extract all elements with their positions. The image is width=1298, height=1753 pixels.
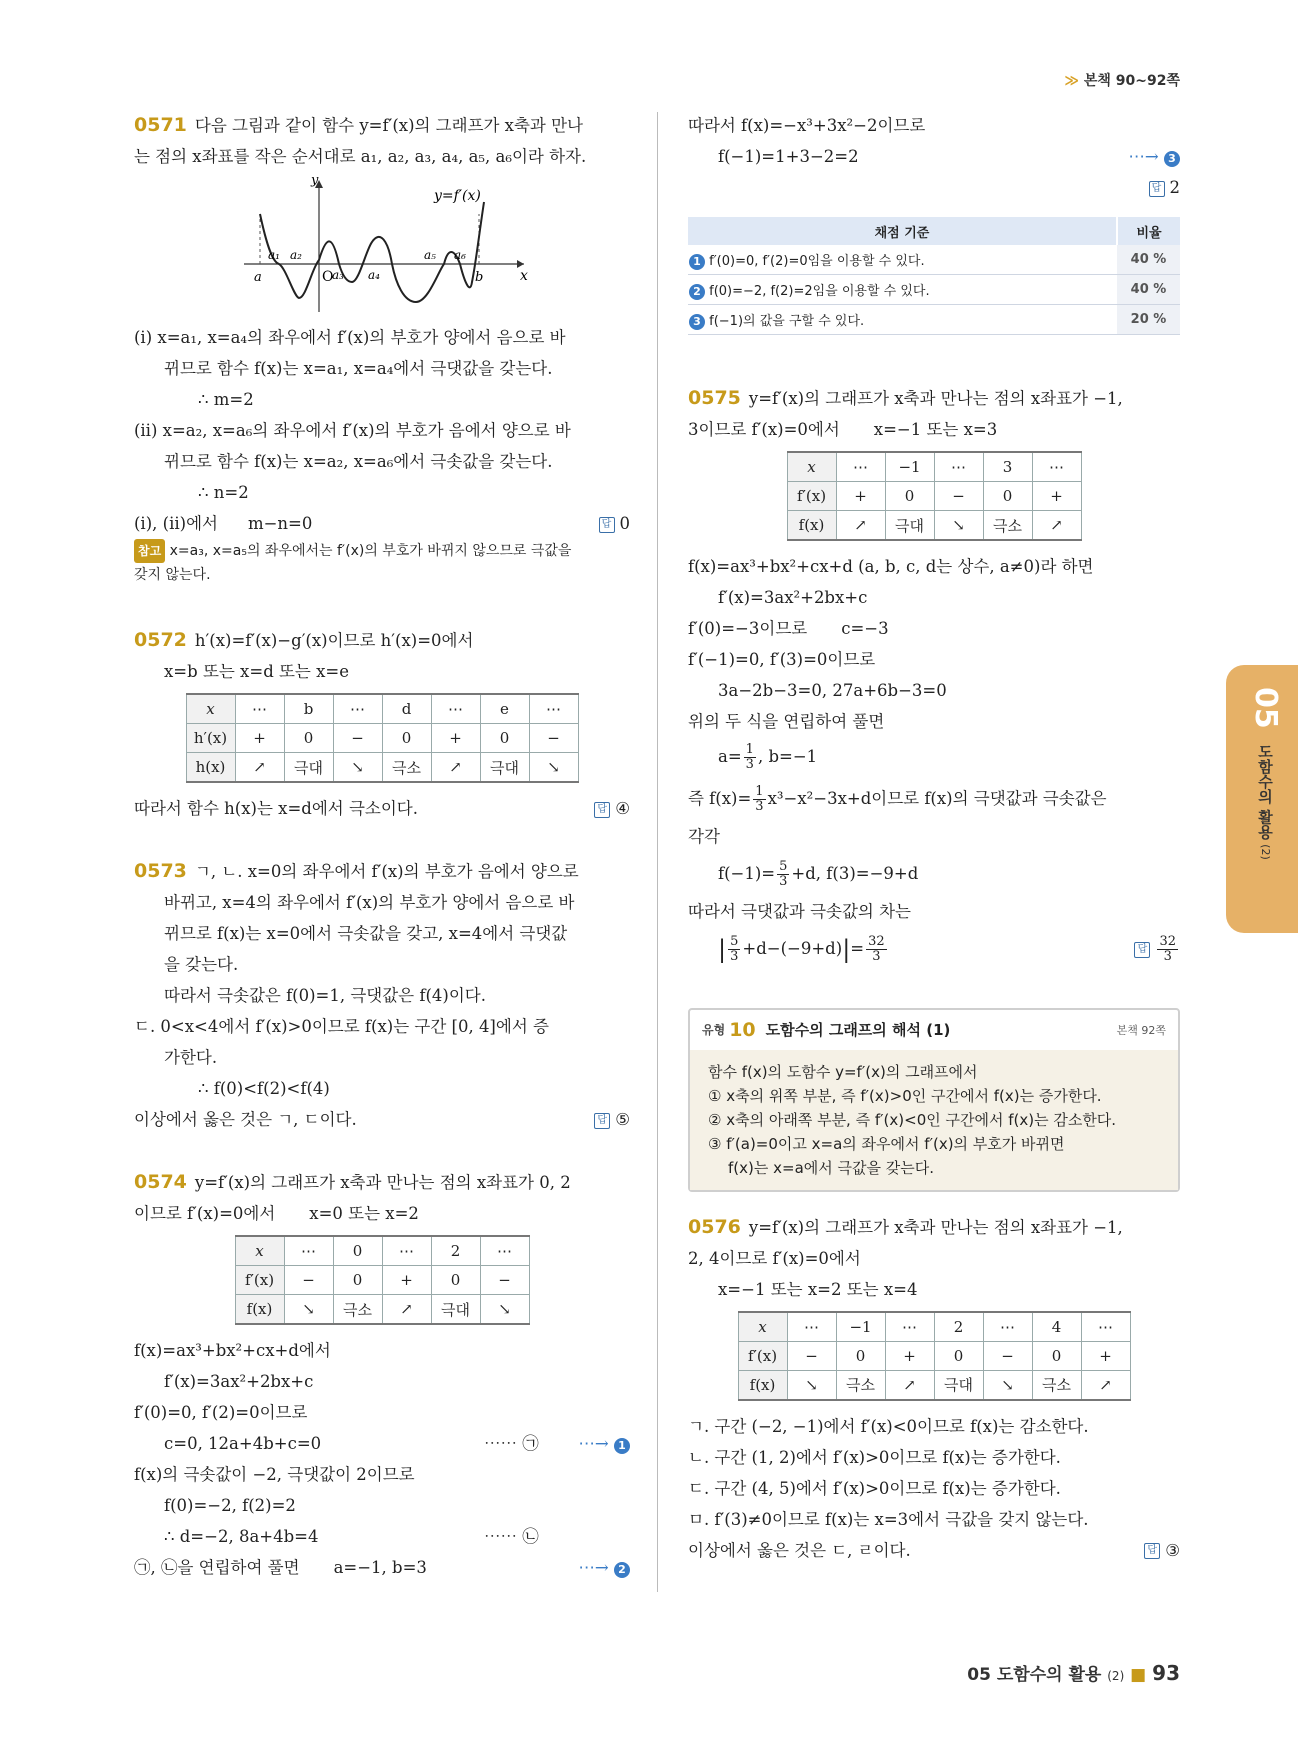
table-cell: 극소 [983, 511, 1032, 541]
grading-row [688, 305, 1180, 335]
type-text: 함수 f(x)의 도함수 y=f′(x)의 그래프에서 [708, 1062, 978, 1081]
footer-chapter: 05 도함수의 활용 [967, 1665, 1102, 1685]
type-number: 10 [729, 1018, 756, 1041]
table-cell: 극소 [1032, 1370, 1081, 1400]
text-line: ㄱ, ㄴ. x=0의 좌우에서 f′(x)의 부호가 음에서 양으로 [194, 862, 579, 881]
table-cell: ↘ [480, 1295, 529, 1325]
problem-0574 [134, 1167, 630, 1583]
answer [1144, 1535, 1180, 1566]
grading-header-ratio: 비율 [1117, 217, 1180, 245]
text-line: f(−1)=1+3−2=2 [718, 147, 859, 166]
label-a1: a₁ [268, 248, 280, 262]
table-cell: e [480, 694, 529, 724]
text-line: 는 점의 x좌표를 작은 순서대로 a₁, a₂, a₃, a₄, a₅, a₆이라 하자. [134, 147, 587, 166]
text-line: x=0 또는 x=2 [309, 1204, 419, 1223]
grading-row [688, 275, 1180, 305]
answer [599, 508, 631, 539]
text-line: 뀌므로 f(x)는 x=0에서 극솟값을 갖고, x=4에서 극댓값 [164, 924, 568, 943]
table-cell: − [480, 1266, 529, 1295]
table-cell: − [284, 1266, 333, 1295]
table-cell: f(x) [738, 1370, 787, 1400]
table-cell: ↗ [1032, 511, 1081, 541]
column-divider [657, 112, 658, 1592]
table-cell: h′(x) [186, 724, 235, 753]
text-line: y=f′(x)의 그래프가 x축과 만나는 점의 x좌표가 −1, [748, 389, 1123, 408]
text-line: f′(0)=0, f′(2)=0이므로 [134, 1403, 308, 1422]
answer-value: 0 [619, 514, 630, 533]
text-part: , b=−1 [757, 747, 818, 766]
page-reference [1064, 70, 1180, 90]
table-cell: 0 [885, 482, 934, 511]
table-cell: 0 [836, 1341, 885, 1370]
text-line: ∴ d=−2, 8a+4b=4 [164, 1527, 319, 1546]
step-ref: ⋯→ 2 [578, 1552, 630, 1583]
y-axis-label: y [311, 173, 319, 188]
ratio-value: 40 % [1117, 245, 1180, 275]
table-cell: x [787, 452, 836, 482]
table-cell: x [235, 1236, 284, 1266]
text-line: x=−1 또는 x=3 [873, 420, 998, 439]
text-line: ㄷ. 0<x<4에서 f′(x)>0이므로 f(x)는 구간 [0, 4]에서 증 [134, 1017, 549, 1036]
table-cell: + [1032, 482, 1081, 511]
table-cell: ⋯ [983, 1312, 1032, 1342]
fraction [728, 935, 740, 964]
answer-icon: 답 [1144, 1543, 1160, 1559]
table-cell: + [1081, 1341, 1130, 1370]
table-cell: ↗ [1081, 1370, 1130, 1400]
table-cell: 0 [480, 724, 529, 753]
answer [594, 1104, 630, 1135]
table-cell: ⋯ [836, 452, 885, 482]
table-cell: ⋯ [529, 694, 578, 724]
criteria-text: f′(0)=0, f′(2)=0임을 이용할 수 있다. [709, 253, 925, 269]
text-line: ㅁ. f′(3)≠0이므로 f(x)는 x=3에서 극값을 갖지 않는다. [688, 1509, 1089, 1529]
problem-0571 [134, 110, 630, 587]
table-cell: h(x) [186, 753, 235, 783]
table-cell: 극대 [934, 1370, 983, 1400]
text-line: f′(x)=3ax²+2bx+c [718, 588, 868, 607]
table-cell: 0 [284, 724, 333, 753]
problem-0575: 0575 y=f′(x)의 그래프가 x축과 만나는 점의 x좌표가 −1, 3이므로 f′(x)=0에서 x=−1 또는 x=3 x ⋯ −1 ⋯ 3 ⋯ f′(x) + 0 − 0 + f(x) ↗ 극대 ↘ 극소 ↗ f(x)=ax³+bx²+cx+d (a, b, c, d는 상수, a≠0)라 하면 f′(x)=3ax²+2bx+c f′(0)=−3이므로 c=−3 f′(−1)=0, f′(3)=0이므로 3a−2b−3=0, 27a+6b−3=0 위의 두 식을 연립하여 풀면 a= $\frac{1}{3}$ , b=−1 즉 f(x)= $\frac{1}{3}$ x³−x²−3x+d이므로 f(x)의 극댓값과 극솟값은 각각 f(−1)= $\frac{5}{3}$ +d, f(3)=−9+d 따라서 극댓값과 극솟값의 차는 | $\frac{5}{3}$ +d−(−9+d)|= $\frac{32}{3}$ 답 $\frac{32}{3}$ [688, 383, 1180, 972]
grading-row [688, 245, 1180, 275]
text-line: ∴ m=2 [198, 390, 254, 409]
table-row [738, 1312, 1130, 1342]
text-line: ∴ n=2 [198, 483, 249, 502]
double-chevron-icon: ≫ [1064, 73, 1079, 89]
denominator: 3 [872, 949, 881, 964]
fraction [866, 935, 887, 964]
table-cell: ↗ [382, 1295, 431, 1325]
note-badge: 참고 [134, 539, 165, 563]
text-line: x=−1 또는 x=2 또는 x=4 [718, 1279, 918, 1299]
table-cell: ⋯ [235, 694, 284, 724]
table-cell: 2 [431, 1236, 480, 1266]
answer-icon: 답 [599, 517, 615, 533]
text-line: 이상에서 옳은 것은 ㄷ, ㄹ이다. [688, 1540, 911, 1560]
text-line: f(x)의 극솟값이 −2, 극댓값이 2이므로 [134, 1465, 415, 1484]
table-cell: ⋯ [284, 1236, 333, 1266]
text-line: (ⅰ) x=a₁, x=a₄의 좌우에서 f′(x)의 부호가 양에서 음으로 바 [134, 328, 566, 347]
denominator: 3 [745, 757, 754, 772]
answer-icon: 답 [594, 802, 610, 818]
step-arrow: ⋯ [1128, 147, 1145, 166]
step-3-icon: 3 [1164, 151, 1180, 167]
problem-number: 0576 [688, 1215, 741, 1238]
problem-number: 0574 [134, 1171, 187, 1193]
answer [1149, 172, 1181, 203]
text-line: 가한다. [164, 1048, 218, 1067]
denominator: 3 [779, 874, 788, 889]
derivative-graph [134, 172, 630, 322]
step-icon: 2 [689, 284, 705, 300]
type-header [690, 1010, 1178, 1050]
problem-number: 0573 [134, 860, 187, 882]
text-line: x=b 또는 x=d 또는 x=e [164, 662, 350, 681]
table-cell: − [787, 1341, 836, 1370]
x-axis-label: x [520, 268, 528, 284]
sign-table [787, 451, 1082, 541]
criteria-text: f(0)=−2, f(2)=2임을 이용할 수 있다. [709, 283, 930, 299]
table-cell: 극대 [284, 753, 333, 783]
step-ref: ⋯→ 3 [1128, 141, 1180, 172]
problem-0576 [688, 1212, 1180, 1566]
table-cell: ⋯ [1032, 452, 1081, 482]
note-text: x=a₃, x=a₅의 좌우에서는 f′(x)의 부호가 바뀌지 않으므로 극값을 [169, 543, 572, 559]
problem-0572 [134, 625, 630, 824]
table-cell: ↗ [836, 511, 885, 541]
answer [1134, 927, 1180, 971]
label-a2: a₂ [290, 248, 302, 262]
table-cell: ⋯ [885, 1312, 934, 1342]
table-cell: 0 [333, 1266, 382, 1295]
table-cell: ↘ [333, 753, 382, 783]
table-cell: f′(x) [787, 482, 836, 511]
text-line: 뀌므로 함수 f(x)는 x=a₁, x=a₄에서 극댓값을 갖는다. [164, 359, 553, 378]
table-row [787, 482, 1081, 511]
page-number: 93 [1152, 1661, 1180, 1685]
table-row [186, 694, 578, 724]
table-cell: ⋯ [934, 452, 983, 482]
origin-label: O [322, 269, 334, 285]
numerator: 5 [730, 934, 739, 949]
numerator: 32 [868, 934, 885, 949]
table-cell: + [431, 724, 480, 753]
curve-label: y=f′(x) [434, 188, 481, 204]
text-line: a=−1, b=3 [333, 1558, 427, 1577]
table-row [787, 452, 1081, 482]
type-title: 도함수의 그래프의 해석 (1) [765, 1021, 951, 1039]
text-line: ㄴ. 구간 (1, 2)에서 f′(x)>0이므로 f(x)는 증가한다. [688, 1447, 1061, 1467]
label-b: b [475, 270, 484, 285]
fraction [753, 785, 765, 814]
step-1-icon: 1 [614, 1438, 630, 1454]
answer-icon: 답 [594, 1113, 610, 1129]
sign-table [186, 693, 579, 783]
step-ref: ⋯→ 1 [578, 1428, 630, 1459]
table-cell: ↗ [235, 753, 284, 783]
table-cell: 극소 [836, 1370, 885, 1400]
table-cell: ⋯ [787, 1312, 836, 1342]
answer-value: ④ [615, 799, 630, 818]
table-cell: f(x) [235, 1295, 284, 1325]
problem-number: 0572 [134, 629, 187, 651]
text-line: 따라서 극솟값은 f(0)=1, 극댓값은 f(4)이다. [164, 986, 486, 1005]
text-line: 이므로 f′(x)=0에서 [134, 1204, 276, 1223]
table-cell: − [529, 724, 578, 753]
answer-value: 2 [1169, 178, 1180, 197]
text-part: = [850, 939, 865, 958]
table-cell: −1 [836, 1312, 885, 1342]
table-row [738, 1370, 1130, 1400]
left-column [134, 110, 630, 1583]
answer-value: ③ [1165, 1540, 1180, 1560]
denominator: 3 [755, 799, 764, 814]
text-line: 2, 4이므로 f′(x)=0에서 [688, 1248, 861, 1268]
text-line: 따라서 극댓값과 극솟값의 차는 [688, 902, 911, 921]
table-cell: f′(x) [235, 1266, 284, 1295]
text-line: ㉠, ㉡을 연립하여 풀면 [134, 1558, 300, 1577]
step-arrow: ⋯ [578, 1434, 595, 1453]
fraction [777, 860, 789, 889]
type-text: f(x)는 x=a에서 극값을 갖는다. [728, 1158, 934, 1177]
type-body [690, 1050, 1178, 1190]
table-cell: − [983, 1341, 1032, 1370]
label-a4: a₄ [368, 268, 380, 282]
text-part: +d, f(3)=−9+d [791, 864, 919, 883]
text-line: m−n=0 [247, 514, 313, 533]
page-footer: 05 도함수의 활용 (2) ■ 93 [967, 1661, 1180, 1685]
table-cell: ↘ [787, 1370, 836, 1400]
text-line: 각각 [688, 827, 720, 846]
text-line: 을 갖는다. [164, 955, 239, 974]
text-line: 따라서 함수 h(x)는 x=d에서 극소이다. [134, 799, 418, 818]
label-a: a [254, 270, 262, 285]
text-line: ㄷ. 구간 (4, 5)에서 f′(x)>0이므로 f(x)는 증가한다. [688, 1478, 1061, 1498]
step-2-icon: 2 [614, 1562, 630, 1578]
text-line: (ⅱ) x=a₂, x=a₆의 좌우에서 f′(x)의 부호가 음에서 양으로 바 [134, 421, 571, 440]
table-row [235, 1236, 529, 1266]
numerator: 1 [745, 742, 754, 757]
table-row [186, 753, 578, 783]
answer-icon: 답 [1149, 181, 1165, 197]
table-cell: b [284, 694, 333, 724]
text-line: f′(x)=3ax²+2bx+c [164, 1372, 314, 1391]
text-line: 위의 두 식을 연립하여 풀면 [688, 712, 885, 731]
text-line: ㄱ. 구간 (−2, −1)에서 f′(x)<0이므로 f(x)는 감소한다. [688, 1416, 1089, 1436]
table-cell: x [738, 1312, 787, 1342]
fraction [744, 743, 756, 772]
table-cell: + [836, 482, 885, 511]
table-cell: 극소 [333, 1295, 382, 1325]
problem-number: 0575 [688, 387, 741, 409]
text-line: 이상에서 옳은 것은 ㄱ, ㄷ이다. [134, 1110, 357, 1129]
footer-sub: (2) [1107, 1669, 1125, 1683]
type-text: ③ f′(a)=0이고 x=a의 좌우에서 f′(x)의 부호가 바뀌면 [708, 1134, 1065, 1153]
text-line: h′(x)=f′(x)−g′(x)이므로 h′(x)=0에서 [194, 631, 474, 650]
table-cell: − [333, 724, 382, 753]
table-cell: ↘ [284, 1295, 333, 1325]
ratio-value: 40 % [1117, 275, 1180, 305]
table-cell: 0 [934, 1341, 983, 1370]
step-icon: 1 [689, 254, 705, 270]
table-cell: ↗ [885, 1370, 934, 1400]
sign-table [738, 1311, 1131, 1401]
table-cell: + [885, 1341, 934, 1370]
table-cell: + [382, 1266, 431, 1295]
problem-number: 0571 [134, 114, 187, 136]
label-a3: a₃ [332, 268, 344, 282]
table-cell: 2 [934, 1312, 983, 1342]
text-part: 즉 f(x)= [688, 789, 752, 808]
text-line: y=f′(x)의 그래프가 x축과 만나는 점의 x좌표가 0, 2 [194, 1173, 571, 1192]
problem-0573 [134, 856, 630, 1135]
table-cell: 극대 [885, 511, 934, 541]
type-label: 유형 [702, 1023, 726, 1037]
type-ref: 본책 92쪽 [1116, 1023, 1166, 1037]
grading-header-criteria: 채점 기준 [688, 217, 1117, 245]
text-line: 따라서 f(x)=−x³+3x²−2이므로 [688, 116, 926, 135]
table-row [738, 1341, 1130, 1370]
chapter-subtitle: (2) [1259, 844, 1272, 860]
table-cell: ⋯ [1081, 1312, 1130, 1342]
chapter-side-tab [1226, 665, 1298, 933]
table-cell: ↗ [431, 753, 480, 783]
ratio-value: 20 % [1117, 305, 1180, 335]
table-cell: 0 [1032, 1341, 1081, 1370]
table-cell: −1 [885, 452, 934, 482]
text-line: ∴ f(0)<f(2)<f(4) [198, 1079, 330, 1098]
text-line: f(0)=−2, f(2)=2 [164, 1496, 296, 1515]
denominator: 3 [1163, 949, 1172, 964]
table-cell: 극대 [431, 1295, 480, 1325]
text-line: f(x)=ax³+bx²+cx+d에서 [134, 1341, 331, 1360]
text-line: f′(0)=−3이므로 [688, 619, 808, 638]
table-row [235, 1295, 529, 1325]
numerator: 1 [755, 784, 764, 799]
text-line: 3이므로 f′(x)=0에서 [688, 420, 840, 439]
table-cell: 4 [1032, 1312, 1081, 1342]
answer-icon: 답 [1134, 942, 1150, 958]
table-row [235, 1266, 529, 1295]
grading-table [688, 217, 1180, 335]
table-cell: 3 [983, 452, 1032, 482]
equation-marker: ⋯⋯ ㉡ [484, 1527, 539, 1546]
label-a6: a₆ [454, 248, 466, 262]
page-reference-text: 본책 90~92쪽 [1083, 73, 1180, 89]
numerator: 5 [779, 859, 788, 874]
text-part: +d−(−9+d) [742, 939, 843, 958]
type-text: ② x축의 아래쪽 부분, 즉 f′(x)<0인 구간에서 f(x)는 감소한다. [708, 1110, 1117, 1129]
numerator: 32 [1159, 934, 1176, 949]
table-cell: f′(x) [738, 1341, 787, 1370]
table-cell: 극소 [382, 753, 431, 783]
step-arrow: ⋯ [578, 1558, 595, 1577]
table-cell: + [235, 724, 284, 753]
step-icon: 3 [689, 314, 705, 330]
problem-0574-continued [688, 110, 1180, 335]
text-part: f(−1)= [718, 864, 776, 883]
text-line: c=−3 [841, 619, 889, 638]
chapter-number: 05 [1248, 687, 1283, 729]
denominator: 3 [730, 949, 739, 964]
table-row [787, 511, 1081, 541]
text-line: 다음 그림과 같이 함수 y=f′(x)의 그래프가 x축과 만나 [194, 116, 583, 135]
table-cell: 극대 [480, 753, 529, 783]
text-line: 뀌므로 함수 f(x)는 x=a₂, x=a₆에서 극솟값을 갖는다. [164, 452, 553, 471]
table-cell: 0 [983, 482, 1032, 511]
table-cell: d [382, 694, 431, 724]
text-line: 3a−2b−3=0, 27a+6b−3=0 [718, 681, 947, 700]
right-column [688, 110, 1180, 1566]
table-cell: ⋯ [333, 694, 382, 724]
table-cell: 0 [382, 724, 431, 753]
table-cell: x [186, 694, 235, 724]
table-cell: ↘ [983, 1370, 1032, 1400]
note-text: 갖지 않는다. [134, 567, 211, 583]
chapter-title: 도함수의 활용 [1256, 743, 1274, 840]
table-cell: ↘ [529, 753, 578, 783]
type-text: ① x축의 위쪽 부분, 즉 f′(x)>0인 구간에서 f(x)는 증가한다. [708, 1086, 1102, 1105]
table-cell: ⋯ [382, 1236, 431, 1266]
text-line: 바뀌고, x=4의 좌우에서 f′(x)의 부호가 양에서 음으로 바 [164, 893, 575, 912]
text-line: c=0, 12a+4b+c=0 [164, 1434, 322, 1453]
table-row [186, 724, 578, 753]
answer-fraction [1157, 935, 1178, 964]
answer-value: ⑤ [615, 1110, 630, 1129]
text-line: f′(−1)=0, f′(3)=0이므로 [688, 650, 876, 669]
table-cell: ↘ [934, 511, 983, 541]
equation-marker: ⋯⋯ ㉠ [484, 1434, 539, 1453]
text-line: f(x)=ax³+bx²+cx+d (a, b, c, d는 상수, a≠0)라 하면 [688, 557, 1094, 576]
label-a5: a₅ [424, 248, 436, 262]
text-part: x³−x²−3x+d이므로 f(x)의 극댓값과 극솟값은 [767, 789, 1107, 808]
table-cell: 0 [333, 1236, 382, 1266]
table-cell: 0 [431, 1266, 480, 1295]
text-line: y=f′(x)의 그래프가 x축과 만나는 점의 x좌표가 −1, [748, 1217, 1123, 1237]
answer [594, 793, 630, 824]
criteria-text: f(−1)의 값을 구할 수 있다. [709, 313, 865, 329]
type-box [688, 1008, 1180, 1192]
text-line: (ⅰ), (ⅱ)에서 [134, 514, 218, 533]
table-cell: − [934, 482, 983, 511]
table-cell: ⋯ [431, 694, 480, 724]
table-cell: f(x) [787, 511, 836, 541]
sign-table [235, 1235, 530, 1325]
table-cell: ⋯ [480, 1236, 529, 1266]
text-part: a= [718, 747, 742, 766]
